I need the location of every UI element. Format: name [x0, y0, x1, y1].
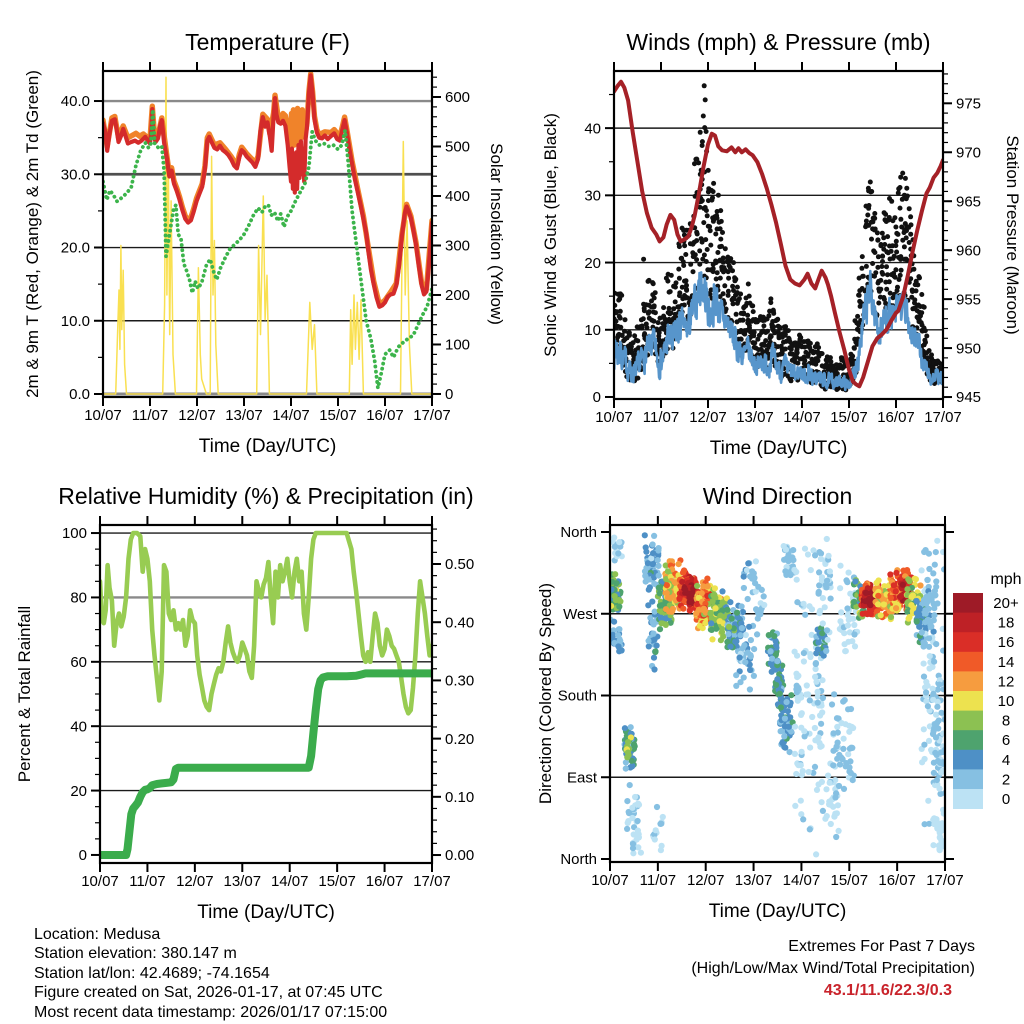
rh-precip-y-left-tick-label: 100 [61, 525, 87, 543]
relative-humidity-series [100, 533, 432, 713]
wind-direction-x-tick-label: 11/07 [639, 872, 677, 889]
wind-direction-x-tick-label: 14/07 [782, 872, 821, 889]
winds-pressure-y-right-tick-label: 960 [956, 242, 982, 260]
legend-swatch [953, 730, 983, 750]
rh-precip-y-left-tick-label: 80 [70, 589, 87, 607]
rh-precip-y-right-tick-label: 0.40 [445, 614, 475, 632]
temperature-x-tick-label: 17/07 [413, 407, 451, 424]
station-info [34, 925, 387, 1022]
temperature-x-tick-label: 10/07 [84, 407, 122, 424]
legend-label: 20+ [993, 595, 1019, 612]
winds-pressure-y-left-tick-label: 30 [584, 187, 601, 205]
legend-label: 8 [1001, 712, 1011, 730]
wind-direction-y-left-tick-label: East [566, 769, 597, 787]
winds-pressure-xlabel: Time (Day/UTC) [709, 438, 848, 459]
temperature-x-tick-label: 14/07 [272, 407, 310, 424]
legend-swatch [953, 593, 983, 613]
winds-pressure-ylabel-right: Station Pressure (Maroon) [1003, 135, 1022, 335]
legend-swatch [953, 750, 983, 770]
winds-pressure-y-left-tick-label: 40 [584, 120, 601, 138]
legend-label: 14 [997, 653, 1015, 671]
winds-pressure-y-right-tick-label: 965 [956, 193, 982, 211]
legend-swatch [953, 789, 983, 809]
wind-direction-x-tick-label: 16/07 [878, 872, 916, 889]
temperature-x-tick-label: 15/07 [319, 407, 357, 424]
temperature-title: Temperature (F) [185, 29, 350, 55]
winds-pressure-y-left-tick-label: 20 [584, 254, 601, 272]
temperature-y-right-tick-label: 200 [445, 287, 471, 305]
winds-pressure-x-tick-label: 13/07 [736, 409, 774, 426]
rh-precip-x-tick-label: 11/07 [129, 873, 166, 890]
legend-label: 10 [997, 693, 1015, 710]
winds-pressure-y-right-tick-label: 950 [956, 340, 982, 358]
winds-pressure-chart [541, 29, 1022, 459]
winds-pressure-x-tick-label: 14/07 [783, 409, 821, 426]
legend-swatch [953, 613, 983, 633]
rh-precip-x-tick-label: 17/07 [413, 873, 451, 890]
rh-precip-y-right-tick-label: 0.20 [445, 730, 475, 748]
2m-temperature-series [103, 75, 432, 306]
temperature-xlabel: Time (Day/UTC) [198, 436, 337, 457]
winds-pressure-y-right-tick-label: 945 [956, 389, 982, 407]
temperature-ylabel-left: 2m & 9m T (Red, Orange) & 2m Td (Green) [23, 70, 42, 398]
station-elevation: Station elevation: 380.147 m [34, 945, 237, 963]
temperature-y-right-tick-label: 500 [445, 138, 471, 156]
wind-direction-y-left-tick-label: West [563, 605, 597, 623]
temperature-y-right-tick-label: 600 [445, 89, 471, 107]
legend-title: mph [990, 571, 1022, 588]
winds-pressure-y-right-tick-label: 955 [956, 291, 982, 309]
winds-pressure-y-right-tick-label: 970 [956, 144, 982, 162]
temperature-x-tick-label: 11/07 [131, 407, 169, 424]
temperature-y-right-tick-label: 300 [445, 237, 471, 255]
winds-pressure-y-right-tick-label: 975 [956, 95, 982, 113]
winds-pressure-x-tick-label: 15/07 [830, 409, 868, 426]
legend-label: 2 [1001, 771, 1011, 789]
rh-precip-x-tick-label: 13/07 [223, 873, 262, 890]
wind-direction-x-tick-label: 10/07 [591, 872, 629, 889]
legend-swatch [953, 652, 983, 672]
rh-precip-x-tick-label: 16/07 [365, 873, 404, 890]
winds-pressure-y-left-tick-label: 10 [584, 321, 601, 339]
temperature-x-tick-label: 16/07 [366, 407, 404, 424]
wind-direction-y-left-tick-label: North [560, 851, 597, 869]
temperature-y-right-tick-label: 100 [445, 336, 471, 354]
wind-direction-x-tick-label: 12/07 [686, 872, 725, 889]
wind-speed-legend [953, 571, 1022, 809]
rh-precip-y-left-tick-label: 60 [70, 654, 87, 672]
station-latlon: Station lat/lon: 42.4689; -74.1654 [34, 964, 270, 982]
legend-swatch [953, 632, 983, 652]
rh-precip-y-right-tick-label: 0.50 [445, 556, 475, 574]
temperature-ylabel-right: Solar Insolation (Yellow) [487, 143, 506, 325]
station-location: Location: Medusa [34, 926, 161, 943]
wind-direction-y-left-tick-label: North [560, 524, 597, 542]
rh-precip-y-right-tick-label: 0.10 [445, 789, 475, 807]
rh-precip-y-right-tick-label: 0.30 [445, 672, 475, 690]
temperature-y-left-tick-label: 10.0 [60, 312, 90, 330]
winds-pressure-x-tick-label: 12/07 [689, 409, 727, 426]
temperature-y-right-tick-label: 400 [445, 188, 471, 206]
temperature-y-right-tick-label: 0 [445, 386, 454, 404]
legend-label: 4 [1001, 751, 1011, 769]
wind-direction-x-tick-label: 15/07 [830, 872, 869, 889]
rh-precip-y-left-tick-label: 0 [78, 847, 87, 865]
extremes-values: 43.1/11.6/22.3/0.3 [823, 981, 952, 999]
winds-pressure-x-tick-label: 11/07 [642, 409, 680, 426]
legend-label: 16 [997, 634, 1015, 652]
wind-direction-chart [536, 483, 1022, 922]
legend-swatch [953, 769, 983, 789]
winds-pressure-x-tick-label: 16/07 [877, 409, 915, 426]
wind-direction-x-tick-label: 17/07 [926, 872, 964, 889]
legend-label: 0 [1001, 791, 1011, 808]
legend-label: 6 [1001, 732, 1011, 750]
rh-precip-y-left-tick-label: 40 [70, 718, 87, 736]
wind-direction-ylabel-left: Direction (Colored By Speed) [536, 582, 555, 805]
temperature-y-left-tick-label: 40.0 [60, 93, 90, 111]
extremes-summary [691, 936, 975, 1001]
winds-pressure-x-tick-label: 17/07 [924, 409, 962, 426]
2m-dewpoint-series [103, 110, 432, 388]
figure-created-timestamp: Figure created on Sat, 2026-01-17, at 07:45 UTC [34, 984, 383, 1002]
wind-direction-y-left-tick-label: South [557, 687, 597, 705]
rh-precip-chart [15, 483, 474, 923]
rh-precip-x-tick-label: 10/07 [81, 873, 119, 890]
winds-pressure-title: Winds (mph) & Pressure (mb) [626, 29, 931, 55]
temperature-y-left-tick-label: 30.0 [60, 166, 90, 184]
rh-precip-title: Relative Humidity (%) & Precipitation (in) [58, 483, 474, 509]
total-rainfall-series [100, 673, 432, 855]
wind-direction-x-tick-label: 13/07 [734, 872, 773, 889]
legend-label: 18 [997, 614, 1015, 632]
rh-precip-x-tick-label: 15/07 [318, 873, 356, 890]
winds-pressure-y-left-tick-label: 0 [592, 389, 601, 407]
recent-data-timestamp: Most recent data timestamp: 2026/01/17 07:15:00 [34, 1003, 388, 1021]
winds-pressure-ylabel-left: Sonic Wind & Gust (Blue, Black) [541, 113, 560, 357]
temperature-chart [23, 29, 506, 457]
temperature-x-tick-label: 13/07 [225, 407, 263, 424]
rh-precip-x-tick-label: 12/07 [176, 873, 214, 890]
rh-precip-ylabel-left: Percent & Total Rainfall [15, 605, 34, 783]
extremes-title: Extremes For Past 7 Days [788, 938, 975, 955]
rh-precip-x-tick-label: 14/07 [270, 873, 309, 890]
rh-precip-y-left-tick-label: 20 [70, 782, 87, 800]
extremes-subtitle: (High/Low/Max Wind/Total Precipitation) [691, 959, 975, 977]
winds-pressure-x-tick-label: 10/07 [595, 409, 633, 426]
rh-precip-xlabel: Time (Day/UTC) [197, 902, 335, 923]
legend-swatch [953, 711, 983, 731]
temperature-y-left-tick-label: 20.0 [60, 239, 90, 257]
temperature-y-left-tick-label: 0.0 [69, 386, 90, 404]
legend-swatch [953, 671, 983, 691]
rh-precip-y-right-tick-label: 0.00 [445, 847, 475, 865]
wind-direction-xlabel: Time (Day/UTC) [708, 901, 847, 922]
legend-label: 12 [997, 673, 1015, 691]
wind-direction-title: Wind Direction [702, 483, 853, 509]
temperature-x-tick-label: 12/07 [178, 407, 216, 424]
legend-swatch [953, 691, 983, 711]
